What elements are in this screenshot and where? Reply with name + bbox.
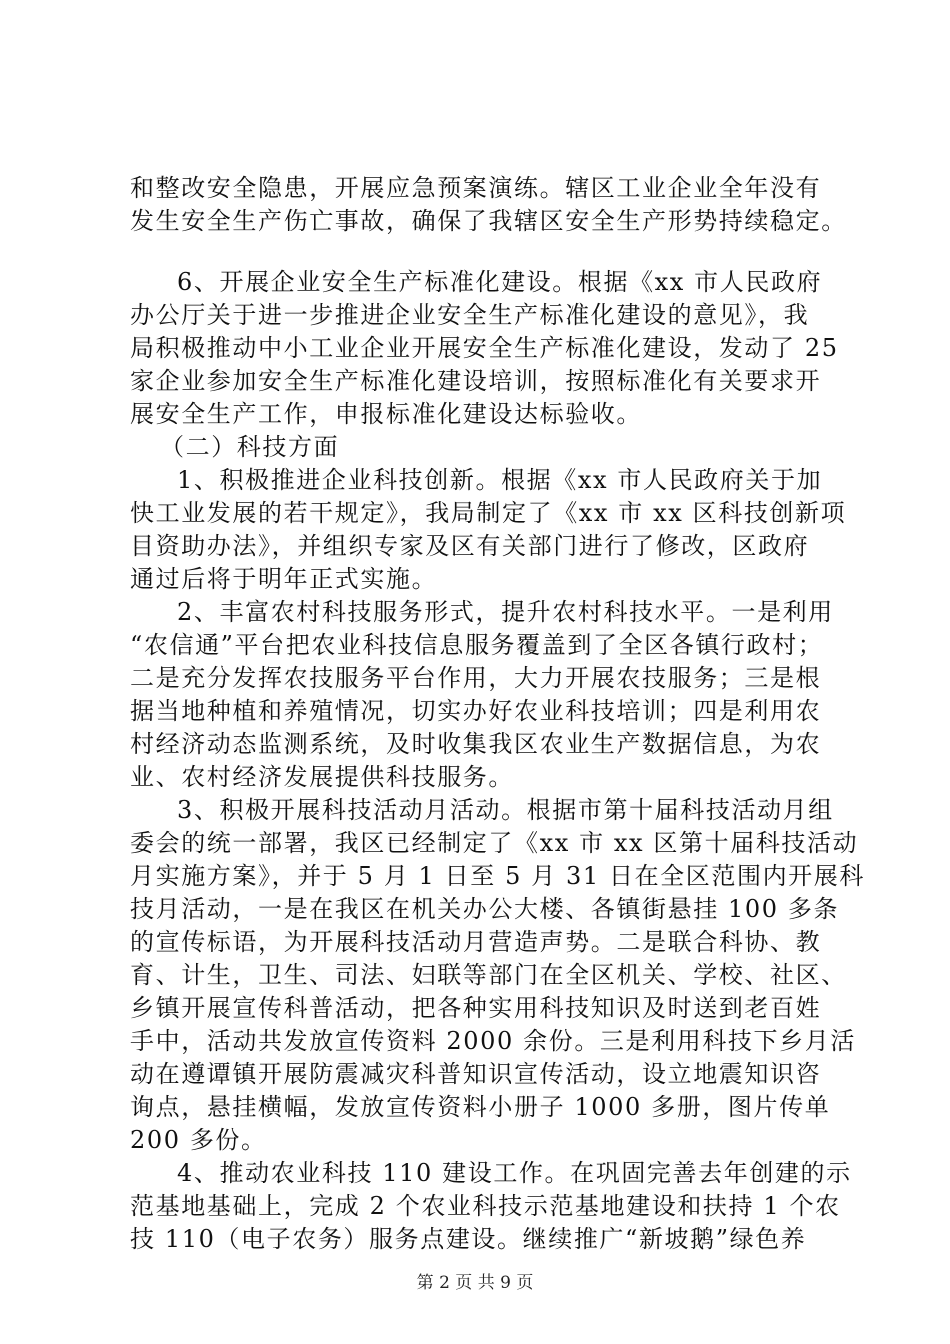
text-line: 委会的统一部署，我区已经制定了《xx 市 xx 区第十届科技活动 [130,829,859,857]
text-line: 育、计生，卫生、司法、妇联等部门在全区机关、学校、社区、 [130,961,847,989]
text-line: 范基地基础上，完成 2 个农业科技示范基地建设和扶持 1 个农 [130,1192,841,1220]
text-line: 询点，悬挂横幅，发放宣传资料小册子 1000 多册，图片传单 [130,1093,831,1121]
paragraph-first-line: 2、丰富农村科技服务形式，提升农村科技水平。一是利用 [177,598,834,626]
text-line: “农信通”平台把农业科技信息服务覆盖到了全区各镇行政村； [130,631,824,659]
text-line: 目资助办法》，并组织专家及区有关部门进行了修改，区政府 [130,532,810,560]
paragraph-first-line: 6、开展企业安全生产标准化建设。根据《xx 市人民政府 [177,268,823,296]
text-line: 业、农村经济发展提供科技服务。 [130,763,514,791]
text-line: 和整改安全隐患，开展应急预案演练。辖区工业企业全年没有 [130,174,822,202]
text-line: 200 多份。 [130,1126,267,1154]
text-line: 技 110（电子农务）服务点建设。继续推广“新坡鹅”绿色养 [130,1225,807,1253]
paragraph-first-line: 1、积极推进企业科技创新。根据《xx 市人民政府关于加 [177,466,823,494]
text-line: 的宣传标语，为开展科技活动月营造声势。二是联合科协、教 [130,928,822,956]
paragraph-first-line: 4、推动农业科技 110 建设工作。在巩固完善去年创建的示 [177,1159,852,1187]
text-line: 办公厅关于进一步推进企业安全生产标准化建设的意见》，我 [130,301,810,329]
text-line: 手中，活动共发放宣传资料 2000 余份。三是利用科技下乡月活 [130,1027,856,1055]
page-footer: 第 2 页 共 9 页 [416,1273,534,1293]
text-line: 局积极推动中小工业企业开展安全生产标准化建设，发动了 25 [130,334,839,362]
text-line: 发生安全生产伤亡事故，确保了我辖区安全生产形势持续稳定。 [130,207,847,235]
text-line: 技月活动，一是在我区在机关办公大楼、各镇街悬挂 100 多条 [130,895,840,923]
section-heading: （二）科技方面 [160,433,340,461]
text-line: 据当地种植和养殖情况，切实办好农业科技培训；四是利用农 [130,697,822,725]
paragraph-first-line: 3、积极开展科技活动月活动。根据市第十届科技活动月组 [177,796,834,824]
text-line: 乡镇开展宣传科普活动，把各种实用科技知识及时送到老百姓 [130,994,822,1022]
text-line: 展安全生产工作，申报标准化建设达标验收。 [130,400,642,428]
text-line: 动在遵谭镇开展防震减灾科普知识宣传活动，设立地震知识咨 [130,1060,822,1088]
text-line: 月实施方案》，并于 5 月 1 日至 5 月 31 日在全区范围内开展科 [130,862,865,890]
text-line: 快工业发展的若干规定》，我局制定了《xx 市 xx 区科技创新项 [130,499,847,527]
text-line: 家企业参加安全生产标准化建设培训，按照标准化有关要求开 [130,367,822,395]
text-line: 二是充分发挥农技服务平台作用，大力开展农技服务；三是根 [130,664,822,692]
text-line: 通过后将于明年正式实施。 [130,565,438,593]
text-line: 村经济动态监测系统，及时收集我区农业生产数据信息，为农 [130,730,822,758]
